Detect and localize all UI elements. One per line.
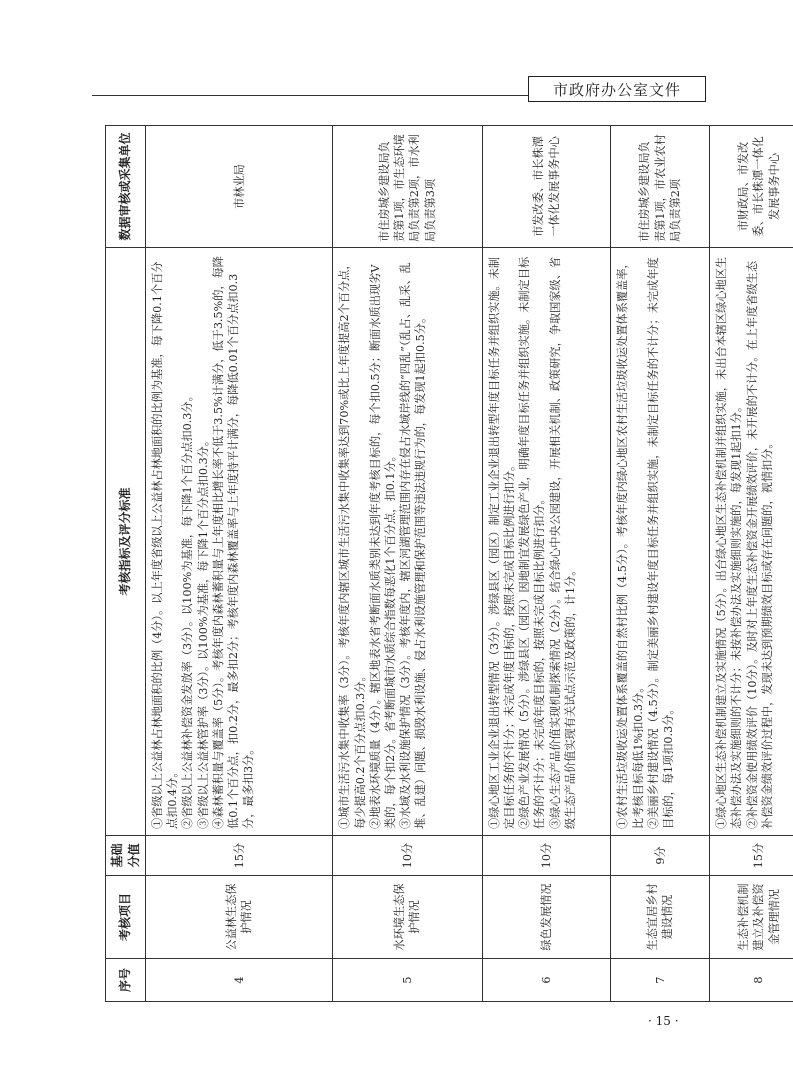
row-item: 水环境生态保护情况 <box>333 876 482 959</box>
criteria-line: ①绿心地区工业企业退出转型情况（3分）。涉绿县区（园区）制定工业企业退出转型年度目标任务并组织实施。未制定目标任务的不计分；未完成年度目标的，按照未完成目标比例进行扣分。 <box>487 256 516 829</box>
criteria-line: ③水域及水利设施保护情况（3分）。考核年度内，辖区河湖管理范围内存在侵占水域岸线的“四乱”（乱占、乱采、乱堆、乱建）问题、损毁水利设施、侵占水利设施管理和保护范围等违法违规行为的，每发现1起扣0.5分。 <box>399 262 428 829</box>
criteria-line: ③省级以上公益林管护率（3分）。以100%为基准，每下降1个百分点扣0.3分。 <box>196 434 210 829</box>
row-item: 生态补偿机制建立及补偿资金管理情况 <box>710 876 793 959</box>
row-no: 6 <box>482 959 611 1002</box>
col-header-criteria: 考核指标及评分标准 <box>106 248 146 836</box>
table-container <box>105 126 793 1002</box>
row-unit: 市住房城乡建设局负责第1项，市生态环境局负责第2项，市水利局负责第3项 <box>333 126 482 248</box>
table-row <box>482 126 611 1002</box>
row-no: 8 <box>710 959 793 1002</box>
criteria-line: ①农村生活垃圾收运处置体系覆盖的自然村比例（4.5分）。考核年度内绿心地区农村生活垃圾收运处置体系覆盖率，比考核目标每低1%扣0.3分。 <box>616 257 645 829</box>
row-score: 9分 <box>611 836 710 876</box>
col-header-unit: 数据审核或采集单位 <box>106 126 146 248</box>
document-badge: 市政府办公室文件 <box>528 76 706 102</box>
criteria-line: ②美丽乡村建设情况（4.5分）。制定美丽乡村建设年度目标任务并组织实施，未制定目标任务的不计分；未完成年度目标的，每1项扣0.3分。 <box>646 257 676 829</box>
row-unit: 市发改委、市长株潭一体化发展事务中心 <box>482 126 611 248</box>
assessment-table <box>105 125 793 1002</box>
row-unit: 市住房城乡建设局负责第1项，市农业农村局负责第2项 <box>611 126 710 248</box>
row-no: 5 <box>333 959 482 1002</box>
row-no: 7 <box>611 959 710 1002</box>
row-item: 公益林生态保护情况 <box>146 876 333 959</box>
criteria-line: ④森林蓄积量与覆盖率（5分）。考核年度内森林蓄积量与上年度相比增长率不低于3.5%计满分，低于3.5%的，每降低0.1个百分点，扣0.2分，最多扣2分；考核年度内森林覆盖率与上年度持平计满分，每降低0.01个百分点扣0.3分，最多扣3分。 <box>211 256 256 829</box>
row-criteria <box>333 248 482 836</box>
table-row <box>333 126 482 1002</box>
criteria-line: ①城市生活污水集中收集率（3分）。考核年度内辖区城市生活污水集中收集率达到70%或比上年度提高2个百分点，每少提高0.2个百分点扣0.3分。 <box>338 258 367 829</box>
table-row <box>710 126 793 1002</box>
criteria-line: ①省级以上公益林占林地面积的比例（4分）。以上年度省级以上公益林占林地面积的比例为基准，每下降0.1个百分点扣0.4分。 <box>151 261 180 829</box>
criteria-line: ②绿色产业发展情况（5分）。涉绿县区（园区）因地制宜发展绿色产业，明确年度目标任务并组织实施。未制定目标任务的不计分；未完成年度目标的，按照未完成目标比例进行扣分。 <box>518 256 547 829</box>
col-header-no: 序号 <box>106 959 146 1002</box>
row-item: 生态宜居乡村建设情况 <box>611 876 710 959</box>
criteria-line: ②省级以上公益林补偿资金发放率（3分）。以100%为基准，每下降1个百分点扣0.3分。 <box>181 390 195 829</box>
col-header-item: 考核项目 <box>106 876 146 959</box>
criteria-line: ①绿心地区生态补偿机制建立及实施情况（5分）。出台绿心地区生态补偿机制并组织实施，未出台本辖区绿心地区生态补偿办法及实施细则的不计分；未按补偿办法及实施细则实施的，每发现1起扣1分。 <box>715 256 744 829</box>
page-number: · 15 · <box>648 1014 679 1028</box>
row-criteria <box>710 248 793 836</box>
col-header-score: 基础分值 <box>106 836 146 876</box>
criteria-line: ③绿心生态产品价值实现机制探索情况（2分）。结合绿心中央公园建设，开展相关机制、政策研究，争取国家级、省级生态产品价值实现有关试点示范及政策的，计1分。 <box>548 256 577 829</box>
row-item: 绿色发展情况 <box>482 876 611 959</box>
table-row <box>146 126 333 1002</box>
row-unit: 市财政局、市发改委、市长株潭一体化发展事务中心 <box>710 126 793 248</box>
criteria-line: ②补偿资金使用绩效评价（10分）。及时对上年度生态补偿资金开展绩效评价，未开展的不计分。在上年度省级生态补偿资金绩效评价过程中，发现未达到预期绩效目标或存在问题的，视情扣分。 <box>745 260 774 829</box>
table-row <box>611 126 710 1002</box>
row-criteria <box>482 248 611 836</box>
row-score: 10分 <box>333 836 482 876</box>
row-criteria <box>146 248 333 836</box>
row-score: 15分 <box>710 836 793 876</box>
row-score: 15分 <box>146 836 333 876</box>
criteria-line: ②地表水环境质量（4分）。辖区地表水省考断面水质类别未达到年度考核目标的，每个扣0.5分；断面水质出现劣V类的，每个扣2分。省考断面城市水质综合指数每恶化1个百分点，扣0.1分。 <box>368 264 397 829</box>
row-no: 4 <box>146 959 333 1002</box>
row-criteria <box>611 248 710 836</box>
row-score: 10分 <box>482 836 611 876</box>
row-unit: 市林业局 <box>146 126 333 248</box>
